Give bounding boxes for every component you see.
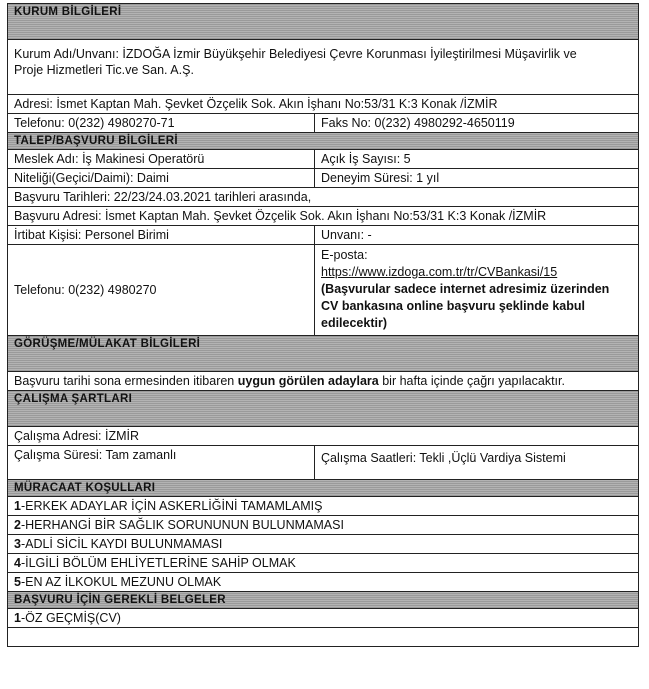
institution-name-row [8,40,638,95]
institution-name-value: İZDOĞA İzmir Büyükşehir Belediyesi Çevre Korunması İyileştirilmesi Müşavirlik ve [122,47,577,61]
empty-row [8,628,638,646]
requirement-text: -İLGİLİ BÖLÜM EHLİYETLERİNE SAHİP OLMAK [20,556,296,570]
section-header-belgeler: BAŞVURU İÇİN GEREKLİ BELGELER [8,592,638,609]
section-header-calisma: ÇALIŞMA ŞARTLARI [8,391,638,427]
talep-email-cell [315,245,638,335]
interview-info [8,372,638,391]
requirement-item [8,535,638,554]
job-nature: Niteliği(Geçici/Daimi): Daimi [8,169,315,187]
application-note-1: (Başvurular sadece internet adresimiz üzerinden [321,282,610,296]
work-hours: Çalışma Saatleri: Tekli ,Üçlü Vardiya Sistemi [321,451,566,465]
occupation: Meslek Adı: İş Makinesi Operatörü [8,150,315,168]
application-address: Başvuru Adresi: İsmet Kaptan Mah. Şevket Özçelik Sok. Akın İşhanı No:53/31 K:3 Konak /İZMİR [8,207,638,226]
application-dates: Başvuru Tarihleri: 22/23/24.03.2021 tarihleri arasında, [8,188,638,207]
email-label: E-posta: [321,248,368,262]
requirement-text: -HERHANGİ BİR SAĞLIK SORUNUNUN BULUNMAMASI [20,518,344,532]
requirement-item [8,573,638,592]
talep-phone-cell [8,245,315,335]
cv-bank-link[interactable]: https://www.izdoga.com.tr/tr/CVBankasi/15 [321,265,558,279]
application-note-2: CV bankasına online başvuru şeklinde kabul [321,299,585,313]
interview-text-pre: Başvuru tarihi sona ermesinden itibaren [14,374,238,388]
institution-name-label: Kurum Adı/Unvanı: [14,47,119,61]
requirement-number: 2 [14,518,21,532]
requirement-text: -EN AZ İLKOKUL MEZUNU OLMAK [20,575,222,589]
talep-phone: Telefonu: 0(232) 4980270 [14,283,157,297]
interview-text-bold: uygun görülen adaylara [237,374,379,388]
requirement-number: 5 [14,575,21,589]
work-address: Çalışma Adresi: İZMİR [8,427,638,446]
requirement-text: -ADLİ SİCİL KAYDI BULUNMAMASI [20,537,223,551]
talep-row-1 [8,150,638,169]
section-header-talep: TALEP/BAŞVURU BİLGİLERİ [8,133,638,150]
talep-row-contact [8,226,638,245]
requirement-text: -ERKEK ADAYLAR İÇİN ASKERLİĞİNİ TAMAMLAMIŞ [20,499,323,513]
institution-fax: Faks No: 0(232) 4980292-4650119 [321,116,515,130]
work-duration: Çalışma Süresi: Tam zamanlı [8,446,315,479]
requirement-number: 3 [14,537,21,551]
document-item [8,609,638,628]
job-posting-form [7,3,639,647]
contact-person: İrtibat Kişisi: Personel Birimi [8,226,315,244]
requirement-number: 1 [14,499,21,513]
institution-name-value-cont: Proje Hizmetleri Tic.ve San. A.Ş. [14,63,194,77]
institution-contact-row [8,114,638,133]
work-conditions-row [8,446,638,480]
experience: Deneyim Süresi: 1 yıl [321,171,440,185]
open-positions: Açık İş Sayısı: 5 [321,152,411,166]
requirement-item [8,516,638,535]
document-text: -ÖZ GEÇMİŞ(CV) [20,611,121,625]
institution-phone: Telefonu: 0(232) 4980270-71 [8,114,315,132]
institution-address: Adresi: İsmet Kaptan Mah. Şevket Özçelik Sok. Akın İşhanı No:53/31 K:3 Konak /İZMİR [8,95,638,114]
requirement-number: 4 [14,556,21,570]
requirement-item [8,497,638,516]
contact-title: Unvanı: - [321,228,372,242]
section-header-kurum: KURUM BİLGİLERİ [8,4,638,40]
document-number: 1 [14,611,21,625]
application-note-3: edilecektir) [321,316,388,330]
talep-row-phone-email [8,245,638,336]
requirement-item [8,554,638,573]
section-header-muracaat: MÜRACAAT KOŞULLARI [8,480,638,497]
section-header-gorusme: GÖRÜŞME/MÜLAKAT BİLGİLERİ [8,336,638,372]
talep-row-2 [8,169,638,188]
interview-text-post: bir hafta içinde çağrı yapılacaktır. [378,374,565,388]
